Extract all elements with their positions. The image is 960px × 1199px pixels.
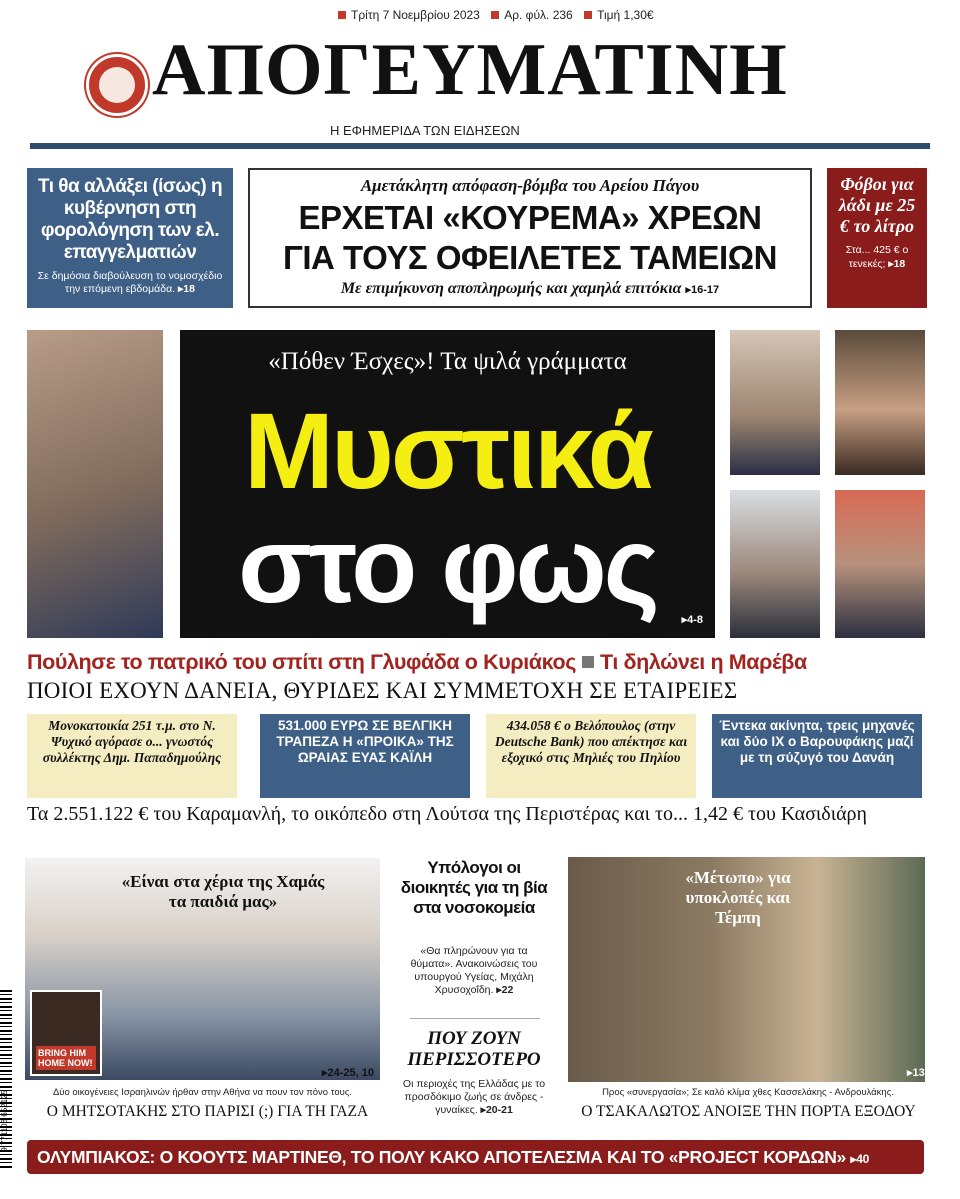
issue-number: Αρ. φύλ. 236 — [504, 8, 573, 22]
bottom-right-headline[interactable]: Ο ΤΣΑΚΑΛΩΤΟΣ ΑΝΟΙΞΕ ΤΗΝ ΠΟΡΤΑ ΕΞΟΔΟΥ — [581, 1103, 916, 1120]
page-ref: ▸4-8 — [681, 614, 703, 626]
mini-story-varoufakis[interactable]: Έντεκα ακίνητα, τρεις μηχανές και δύο ΙΧ ο Βαρουφάκης μαζί με τη σύζυγό του Δανάη — [712, 714, 922, 798]
top-right-sub: Στα... 425 € ο τενεκές; — [845, 244, 909, 270]
page-ref: ▸18 — [888, 258, 906, 270]
banner-text: ΟΛΥΜΠΙΑΚΟΣ: Ο ΚΟΟΥΤΣ ΜΑΡΤΙΝΕΘ, ΤΟ ΠΟΛΥ ΚΑΚΟ ΑΠΟΤΕΛΕΣΜΑ ΚΑΙ ΤΟ «PROJECT ΚΟΡΔΩΝ» — [37, 1147, 846, 1167]
sub-headline-3: Τα 2.551.122 € του Καραμανλή, το οικόπεδο στη Λούτσα της Περιστέρας και το... 1,42 € του Κασιδιάρη — [27, 803, 867, 825]
mini-story-kaili[interactable]: 531.000 ΕΥΡΩ ΣΕ ΒΕΛΓΙΚΗ ΤΡΑΠΕΖΑ Η «ΠΡΟΙΚΑ» ΤΗΣ ΩΡΑΙΑΣ ΕΥΑΣ ΚΑΪΛΗ — [260, 714, 470, 798]
feature-headline-2: στο φως — [238, 504, 657, 625]
mini-story-velopoulos[interactable]: 434.058 € ο Βελόπουλος (στην Deutsche Bank) που απέκτησε και εξοχικό στις Μηλιές του Πηλίου — [486, 714, 696, 798]
sub-headline-2: ΠΟΙΟΙ ΕΧΟΥΝ ΔΑΝΕΙΑ, ΘΥΡΙΔΕΣ ΚΑΙ ΣΥΜΜΕΤΟΧΗ ΣΕ ΕΤΑΙΡΕΙΕΣ — [27, 678, 738, 703]
page-ref: ▸16-17 — [685, 284, 720, 296]
top-main-headline-1: ΕΡΧΕΤΑΙ «ΚΟΥΡΕΜΑ» ΧΡΕΩΝ — [298, 199, 762, 236]
top-main-kicker: Αμετάκλητη απόφαση-βόμβα του Αρείου Πάγου — [360, 176, 700, 195]
masthead-rule — [30, 143, 930, 149]
page-ref: ▸22 — [496, 984, 514, 996]
mitsotakis-photo — [27, 330, 163, 638]
feature-kicker: «Πόθεν Έσχες»! Τα ψιλά γράμματα — [268, 348, 627, 375]
top-left-headline: Τι θα αλλάξει (ίσως) η κυβέρνηση στη φορολόγηση των ελ. επαγγελματιών — [37, 176, 223, 263]
bottom-left-caption: Δύο οικογένειες Ισραηλινών ήρθαν στην Αθήνα να πουν τον πόνο τους. — [52, 1087, 353, 1098]
barcode-number: 9 771108 652125 — [0, 1090, 9, 1152]
bullet-square-icon — [338, 11, 346, 19]
life-expectancy-sub — [398, 1078, 550, 1117]
owl-emblem-icon — [86, 54, 148, 116]
issue-date: Τρίτη 7 Νοεμβρίου 2023 — [351, 8, 480, 22]
top-right-headline: Φόβοι για λάδι με 25 € το λίτρο — [838, 174, 916, 236]
bottom-right-caption: Προς «συνεργασία»; Σε καλό κλίμα χθες Κασσελάκης - Ανδρουλάκης. — [602, 1087, 894, 1098]
hostage-poster — [30, 990, 102, 1076]
page-ref: ▸18 — [177, 283, 195, 295]
bullet-square-icon — [582, 656, 594, 668]
bullet-square-icon — [584, 11, 592, 19]
hospital-violence-text: «Θα πληρώνουν για τα θύματα». Ανακοινώσεις του υπουργού Υγείας, Μιχάλη Χρυσοχοΐδη. — [410, 945, 538, 996]
hospital-violence-headline[interactable]: Υπόλογοι οι διοικητές για τη βία στα νοσοκομεία — [400, 858, 548, 917]
sub-headline-1b: Τι δηλώνει η Μαρέβα — [600, 650, 807, 674]
issue-meta — [330, 8, 830, 22]
page-ref: ▸20-21 — [480, 1104, 513, 1116]
page-ref: ▸24-25, 10 — [322, 1067, 375, 1079]
masthead-tagline: Η ΕΦΗΜΕΡΙΔΑ ΤΩΝ ΕΙΔΗΣΕΩΝ — [330, 123, 520, 138]
feature-headline-1: Μυστικά — [244, 390, 651, 511]
bottom-banner[interactable] — [27, 1140, 924, 1174]
poster-text: BRING HIM HOME NOW! — [36, 1046, 96, 1070]
top-left-story[interactable] — [27, 168, 233, 308]
hospital-violence-sub — [398, 945, 550, 997]
bottom-left-quote[interactable]: «Είναι στα χέρια της Χαμάς τα παιδιά μας» — [121, 872, 325, 911]
sub-headline-1[interactable] — [27, 650, 937, 675]
issue-price: Τιμή 1,30€ — [597, 8, 654, 22]
feature-story[interactable] — [180, 330, 715, 638]
portrait-photo — [835, 330, 925, 475]
page-ref: ▸40 — [850, 1152, 870, 1166]
masthead-title: ΑΠΟΓΕΥΜΑΤΙΝΗ — [152, 29, 788, 111]
column-divider — [410, 1018, 540, 1019]
page-ref: ▸13 — [907, 1067, 925, 1079]
sub-headline-1a: Πούλησε το πατρικό του σπίτι στη Γλυφάδα ο Κυριάκος — [27, 650, 577, 674]
mini-story-papadimoulis[interactable]: Μονοκατοικία 251 τ.μ. στο Ν. Ψυχικό αγόρασε ο... γνωστός συλλέκτης Δημ. Παπαδημούλης — [27, 714, 237, 798]
life-expectancy-headline[interactable]: ΠΟΥ ΖΟΥΝ ΠΕΡΙΣΣΟΤΕΡΟ — [407, 1028, 541, 1070]
top-main-story[interactable] — [248, 168, 812, 308]
portrait-photo — [835, 490, 925, 638]
top-main-sub: Με επιμήκυνση αποπληρωμής και χαμηλά επιτόκια — [340, 280, 682, 297]
portrait-photo — [730, 330, 820, 475]
bullet-square-icon — [491, 11, 499, 19]
top-right-story[interactable] — [827, 168, 927, 308]
bottom-left-headline[interactable]: Ο ΜΗΤΣΟΤΑΚΗΣ ΣΤΟ ΠΑΡΙΣΙ (;) ΓΙΑ ΤΗ ΓΑΖΑ — [46, 1103, 369, 1120]
portrait-photo — [730, 490, 820, 638]
top-main-headline-2: ΓΙΑ ΤΟΥΣ ΟΦΕΙΛΕΤΕΣ ΤΑΜΕΙΩΝ — [283, 239, 777, 276]
top-left-sub: Σε δημόσια διαβούλευση το νομοσχέδιο την επόμενη εβδομάδα. — [37, 270, 223, 295]
life-expectancy-text: Οι περιοχές της Ελλάδας με το προσδόκιμο ζωής σε άνδρες - γυναίκες. — [402, 1078, 546, 1116]
bottom-right-quote[interactable]: «Μέτωπο» για υποκλοπές και Τέμπη — [685, 868, 791, 927]
